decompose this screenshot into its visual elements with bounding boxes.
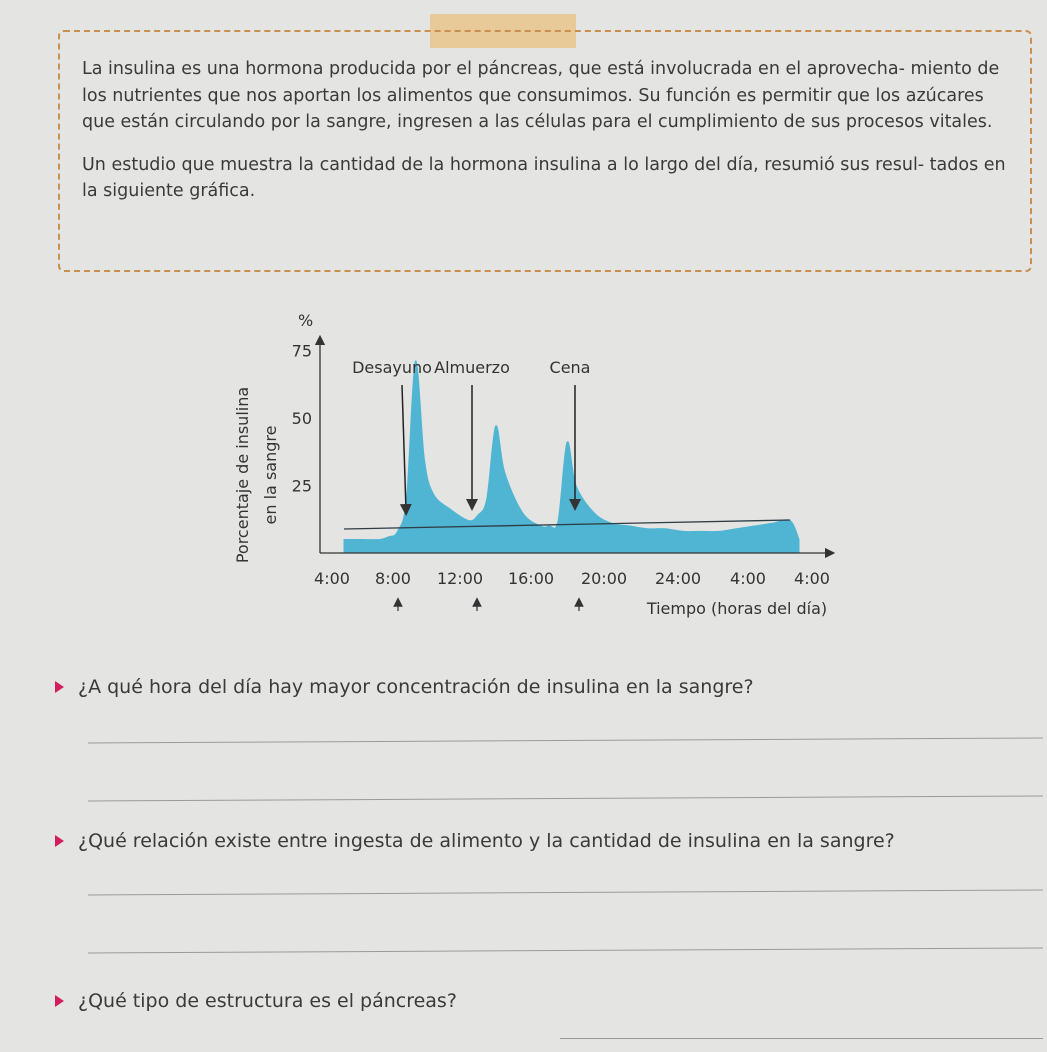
x-tick-label: 4:00 xyxy=(794,569,830,588)
y-axis-label-line-1: Porcentaje de insulina xyxy=(233,386,252,564)
y-tick-label: 75 xyxy=(291,341,312,361)
x-tick-label: 24:00 xyxy=(654,569,702,588)
intro-paragraph-2: Un estudio que muestra la cantidad de la hormona insulina a lo largo del día, resumió sus resul- tados en la siguiente gráfica. xyxy=(82,154,1006,201)
x-tick-label: 4:00 xyxy=(730,569,766,588)
question-2-text: ¿Qué relación existe entre ingesta de alimento y la cantidad de insulina en la sangre? xyxy=(78,830,895,852)
meal-label: Cena xyxy=(549,358,591,377)
y-unit-label: % xyxy=(298,311,314,330)
x-tick-label: 8:00 xyxy=(375,569,411,588)
x-tick-label: 12:00 xyxy=(436,569,484,588)
answer-line-3[interactable] xyxy=(560,1038,1043,1039)
meal-label: Almuerzo xyxy=(434,358,510,377)
meal-label: Desayuno xyxy=(352,358,432,377)
bullet-icon xyxy=(55,835,64,847)
y-tick-label: 25 xyxy=(291,476,312,496)
question-3-text: ¿Qué tipo de estructura es el páncreas? xyxy=(78,990,457,1012)
x-tick-label: 4:00 xyxy=(314,569,350,588)
x-tick-label: 16:00 xyxy=(507,569,555,588)
bullet-icon xyxy=(55,995,64,1007)
question-3 xyxy=(55,990,457,1012)
x-axis-label: Tiempo (horas del día) xyxy=(646,599,828,618)
question-1 xyxy=(55,676,754,698)
y-axis-label-line-2: en la sangre xyxy=(261,425,280,525)
y-tick-label: 50 xyxy=(291,409,312,428)
question-2 xyxy=(55,830,895,852)
question-1-text: ¿A qué hora del día hay mayor concentración de insulina en la sangre? xyxy=(78,676,754,698)
meal-arrow xyxy=(402,385,406,510)
x-tick-label: 20:00 xyxy=(580,569,628,588)
intro-paragraph-1: La insulina es una hormona producida por el páncreas, que está involucrada en el aprovecha- miento de los nutrientes que nos aportan los alimentos que consumimos. Su función es permitir que los azúcares que están circulando por la sangre, ingresen a las células para el cumplimiento de sus procesos vitales. xyxy=(82,59,1000,132)
bullet-icon xyxy=(55,681,64,693)
